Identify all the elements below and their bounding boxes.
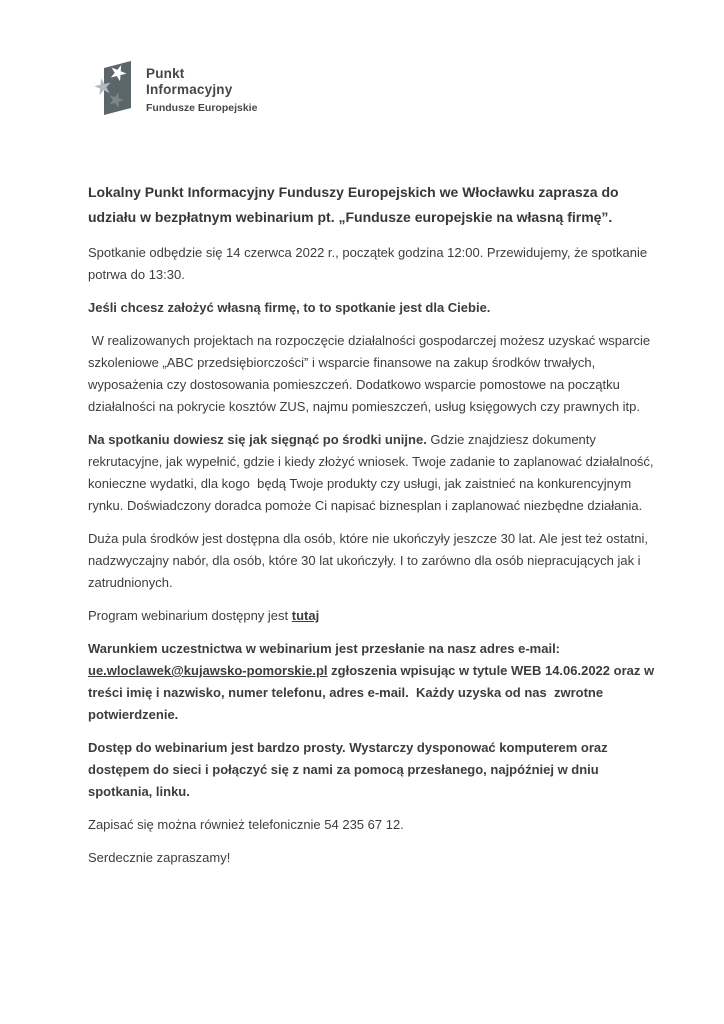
para-registration bbox=[88, 638, 666, 726]
para-phone-registration bbox=[88, 814, 666, 836]
text-run: Spotkanie odbędzie się 14 czerwca 2022 r., początek godzina 12:00. Przewidujemy, że spotkanie potrwa do 13:30. bbox=[88, 245, 651, 282]
text-run: Duża pula środków jest dostępna dla osób, które nie ukończyły jeszcze 30 lat. Ale jest też ostatni, nadzwyczajny nabór, dla osób, które 30 lat ukończyły. I to zarówno dla osób niepracujących jak i zatrudnionych. bbox=[88, 531, 652, 590]
text-run: zgłoszenia wpisując w tytule WEB 14.06.2022 oraz w treści imię i nazwisko, numer telefonu, adres e-mail. Każdy uzyska od nas zwrotne potwierdzenie. bbox=[88, 663, 658, 722]
para-closing bbox=[88, 847, 666, 869]
para-target-audience bbox=[88, 297, 666, 319]
logo-title-line1: Punkt bbox=[146, 66, 185, 81]
para-meeting-date bbox=[88, 242, 666, 286]
text-run: W realizowanych projektach na rozpoczęcie działalności gospodarczej możesz uzyskać wsparcie szkoleniowe „ABC przedsiębiorczości” i wsparcie finansowe na zakup środków trwałych, wyposażenia czy dostosowania pomieszczeń. Dodatkowo wsparcie pomostowe na początku działalności na pokrycie kosztów ZUS, najmu pomieszczeń, usług księgowych czy prawnych itp. bbox=[88, 333, 654, 414]
text-run: Jeśli chcesz założyć własną firmę, to to spotkanie jest dla Ciebie. bbox=[88, 300, 491, 315]
text-run: Gdzie znajdziesz dokumenty rekrutacyjne, jak wypełnić, gdzie i kiedy złożyć wniosek. Twoje zadanie to zaplanować działalność, konieczne wydatki, dla kogo będą Twoje produkty czy usługi, jak zaistnieć na konkurencyjnym rynku. Doświadczony doradca pomoże Ci napisać biznesplan i zaplanować niezbędne działania. bbox=[88, 432, 658, 513]
logo-text-block bbox=[146, 66, 257, 114]
email-address: ue.wloclawek@kujawsko-pomorskie.pl bbox=[88, 663, 328, 678]
para-webinar-content bbox=[88, 429, 666, 517]
eu-funds-logo bbox=[94, 56, 257, 118]
text-run: Dostęp do webinarium jest bardzo prosty. Wystarczy dysponować komputerem oraz dostępem do sieci i połączyć się z nami za pomocą przesłanego, najpóźniej w dniu spotkania, linku. bbox=[88, 740, 612, 799]
text-run: Na spotkaniu dowiesz się jak sięgnąć po środki unijne. bbox=[88, 432, 427, 447]
text-run: Program webinarium dostępny jest bbox=[88, 608, 292, 623]
para-program-link bbox=[88, 605, 666, 627]
eu-flag-graphic bbox=[94, 56, 140, 118]
paragraphs-container bbox=[88, 242, 666, 869]
letter-body bbox=[88, 180, 666, 880]
logo-subtitle: Fundusze Europejskie bbox=[146, 102, 258, 114]
text-run: Serdecznie zapraszamy! bbox=[88, 850, 231, 865]
para-access-info bbox=[88, 737, 666, 803]
text-run: Zapisać się można również telefonicznie 54 235 67 12. bbox=[88, 817, 404, 832]
letter-heading: Lokalny Punkt Informacyjny Funduszy Europejskich we Włocławku zaprasza do udziału w bezpłatnym webinarium pt. „Fundusze europejskie na własną firmę”. bbox=[88, 184, 623, 225]
program-link-text: tutaj bbox=[291, 608, 320, 623]
flag-shape bbox=[104, 61, 131, 115]
logo-title-line2: Informacyjny bbox=[146, 82, 233, 97]
para-support-description bbox=[88, 330, 666, 418]
text-run: Warunkiem uczestnictwa w webinarium jest przesłanie na nasz adres e-mail: bbox=[88, 641, 564, 656]
para-age-eligibility bbox=[88, 528, 666, 594]
